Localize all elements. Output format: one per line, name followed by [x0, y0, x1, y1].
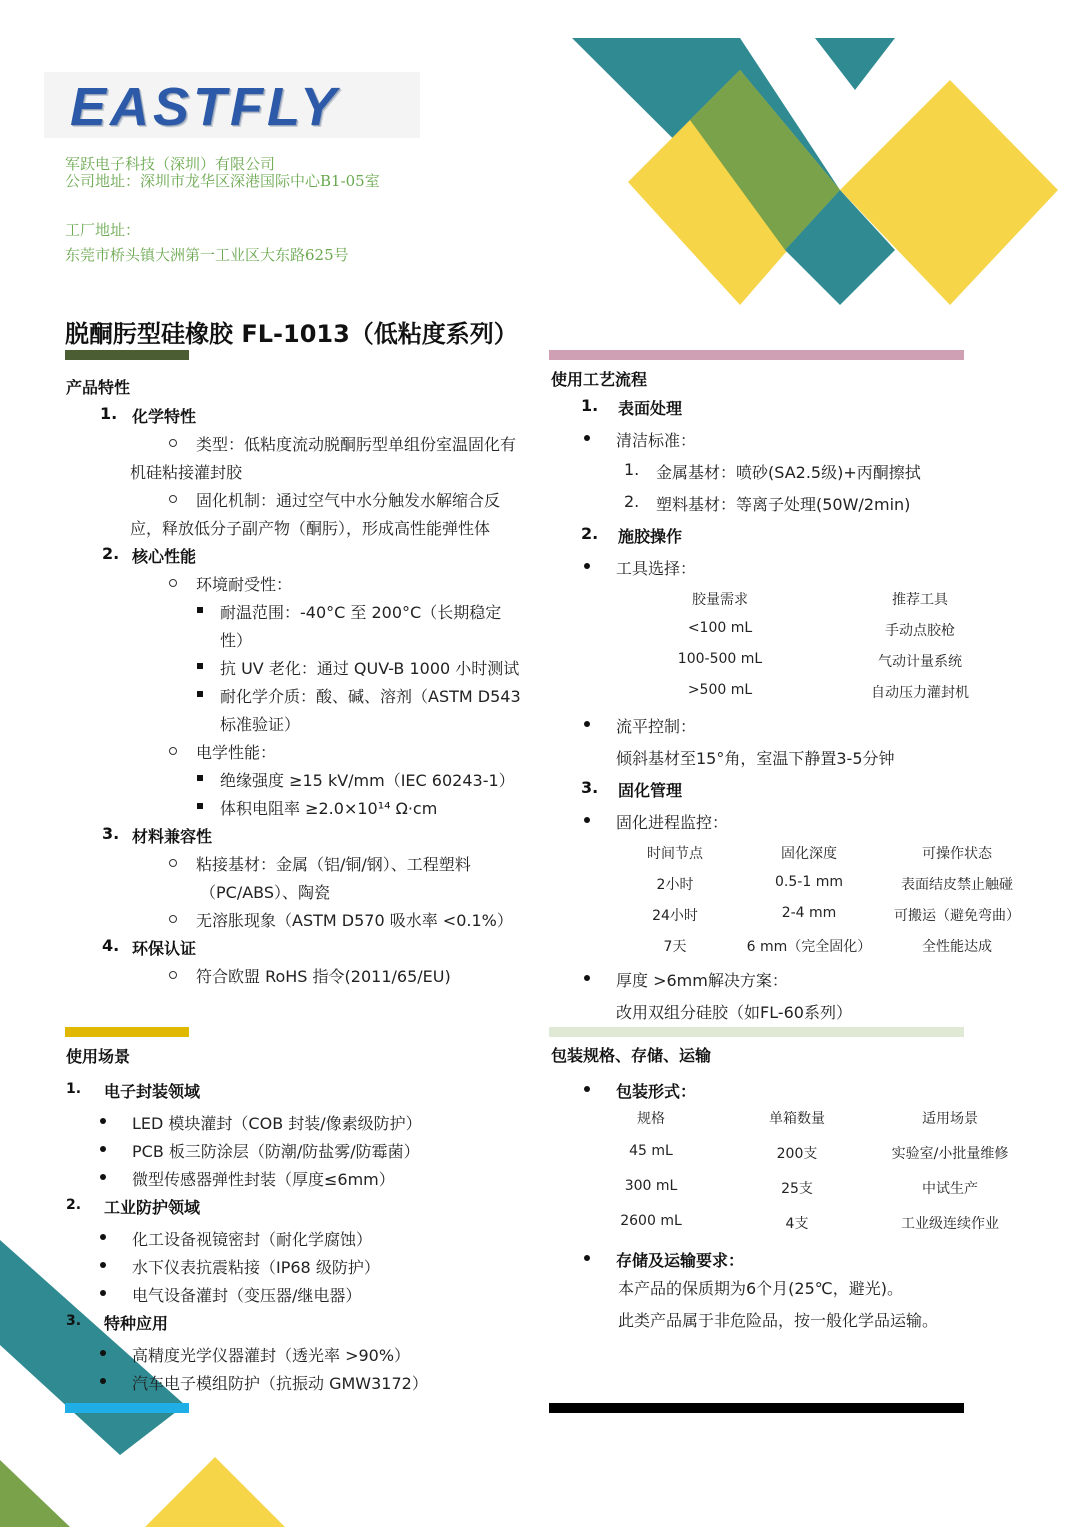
- table-header: 可操作状态: [922, 846, 992, 862]
- factory-address: 东莞市桥头镇大洲第一工业区大东路625号: [65, 246, 349, 264]
- table-header: 适用场景: [922, 1111, 978, 1127]
- temp-range-line2: 性）: [220, 631, 253, 650]
- right-footer-bar: [549, 1403, 964, 1413]
- usage-number: 3.: [66, 1313, 82, 1329]
- section-number: 1.: [100, 404, 118, 423]
- volume-resistivity: 体积电阻率 ≥2.0×10¹⁴ Ω·cm: [220, 799, 438, 818]
- square-bullet: [197, 803, 203, 809]
- table-cell: 表面结皮禁止触碰: [901, 877, 1013, 893]
- usage-heading: 使用场景: [66, 1047, 131, 1066]
- company-name: 军跃电子科技（深圳）有限公司: [65, 155, 276, 173]
- yellow-triangle-bottom: [145, 1457, 285, 1527]
- circle-bullet: [169, 495, 177, 503]
- bullet-dot: [584, 1086, 590, 1092]
- temp-range-line1: 耐温范围：-40°C 至 200°C（长期稳定: [220, 603, 502, 622]
- usage-number: 1.: [66, 1081, 82, 1097]
- table-cell: 200支: [776, 1146, 818, 1162]
- table-cell: 实验室/小批量维修: [891, 1146, 1009, 1162]
- substrate-line1: 粘接基材：金属（铝/铜/钢）、工程塑料: [196, 855, 471, 874]
- process-heading-bar: [549, 350, 964, 360]
- list-item: 微型传感器弹性封装（厚度≤6mm）: [132, 1170, 395, 1189]
- left-footer-bar: [65, 1403, 189, 1413]
- rohs-compliance: 符合欧盟 RoHS 指令(2011/65/EU): [196, 967, 451, 986]
- square-bullet: [197, 663, 203, 669]
- circle-bullet: [169, 971, 177, 979]
- usage-heading-bar: [65, 1027, 189, 1037]
- table-cell: 2小时: [656, 877, 694, 893]
- table-cell: 0.5-1 mm: [775, 874, 843, 890]
- packaging-heading: 包装规格、存储、运输: [551, 1046, 712, 1065]
- section-title-compatibility: 材料兼容性: [132, 827, 213, 846]
- thickness-solution: 厚度 >6mm解决方案：: [616, 971, 788, 990]
- storage-shelf-life: 本产品的保质期为6个月(25℃，避光)。: [618, 1279, 903, 1298]
- table-cell: 可搬运（避免弯曲）: [894, 908, 1020, 924]
- flow-control: 流平控制：: [616, 717, 697, 736]
- table-header: 胶量需求: [692, 592, 748, 608]
- bullet-dot: [100, 1350, 106, 1356]
- chem-type-line2: 机硅粘接灌封胶: [130, 463, 243, 482]
- insulation-strength: 绝缘强度 ≥15 kV/mm（IEC 60243-1）: [220, 771, 515, 790]
- section-title-curing: 固化管理: [618, 781, 683, 800]
- circle-bullet: [169, 439, 177, 447]
- cure-monitoring: 固化进程监控：: [616, 813, 729, 832]
- chem-media-line1: 耐化学介质：酸、碱、溶剂（ASTM D543: [220, 687, 521, 706]
- circle-bullet: [169, 915, 177, 923]
- bullet-dot: [100, 1262, 106, 1268]
- teal-small-triangle: [815, 38, 895, 90]
- section-number: 1.: [581, 396, 599, 415]
- usage-number: 2.: [66, 1197, 82, 1213]
- metal-substrate: 金属基材：喷砂(SA2.5级)+丙酮擦拭: [656, 463, 921, 482]
- list-item: 水下仪表抗震粘接（IP68 级防护）: [132, 1258, 380, 1277]
- table-header: 时间节点: [647, 846, 703, 862]
- usage-title-electronics: 电子封装领域: [104, 1082, 201, 1101]
- table-cell: 25支: [781, 1181, 813, 1197]
- table-cell: 气动计量系统: [878, 654, 962, 670]
- table-cell: 全性能达成: [922, 939, 992, 955]
- bullet-dot: [584, 721, 590, 727]
- section-number: 2.: [581, 524, 599, 543]
- table-cell: 2-4 mm: [781, 905, 837, 921]
- table-cell: 24小时: [652, 908, 698, 924]
- section-title-environmental: 环保认证: [132, 939, 197, 958]
- table-cell: 手动点胶枪: [885, 623, 955, 639]
- bullet-dot: [100, 1146, 106, 1152]
- section-title-application: 施胶操作: [618, 527, 683, 546]
- usage-title-industrial: 工业防护领域: [104, 1198, 201, 1217]
- table-cell: 工业级连续作业: [901, 1216, 999, 1232]
- bullet-dot: [584, 563, 590, 569]
- list-item: 汽车电子模组防护（抗振动 GMW3172）: [132, 1374, 428, 1393]
- features-heading: 产品特性: [66, 378, 131, 397]
- table-header: 单箱数量: [769, 1111, 825, 1127]
- flow-control-detail: 倾斜基材至15°角，室温下静置3-5分钟: [616, 749, 895, 768]
- uv-aging: 抗 UV 老化：通过 QUV-B 1000 小时测试: [220, 659, 520, 678]
- bullet-dot: [584, 435, 590, 441]
- table-header: 推荐工具: [892, 592, 948, 608]
- chem-mech-line2: 应，释放低分子副产物（酮肟），形成高性能弹性体: [130, 519, 491, 538]
- section-number: 3.: [102, 824, 120, 843]
- bullet-dot: [100, 1174, 106, 1180]
- circle-bullet: [169, 859, 177, 867]
- plastic-substrate: 塑料基材：等离子处理(50W/2min): [656, 495, 911, 514]
- usage-title-special: 特种应用: [104, 1314, 169, 1333]
- bullet-dot: [100, 1234, 106, 1240]
- bullet-dot: [100, 1118, 106, 1124]
- process-heading: 使用工艺流程: [551, 370, 648, 389]
- table-cell: 2600 mL: [620, 1213, 682, 1229]
- no-swelling: 无溶胀现象（ASTM D570 吸水率 <0.1%）: [196, 911, 513, 930]
- list-item: PCB 板三防涂层（防潮/防盐雾/防霉菌）: [132, 1142, 420, 1161]
- table-cell: 6 mm（完全固化）: [746, 939, 872, 955]
- env-resistance: 环境耐受性：: [196, 575, 293, 594]
- sub-number: 2.: [624, 492, 640, 511]
- title-underline-bar: [65, 350, 189, 360]
- section-title-chemical: 化学特性: [132, 407, 197, 426]
- page-title: 脱酮肟型硅橡胶 FL-1013（低粘度系列）: [65, 320, 518, 348]
- packaging-heading-bar: [549, 1027, 964, 1037]
- chem-mech-line1: 固化机制：通过空气中水分触发水解缩合反: [196, 491, 501, 510]
- table-cell: <100 mL: [687, 620, 753, 636]
- factory-label: 工厂地址：: [65, 221, 141, 239]
- table-cell: 自动压力灌封机: [871, 685, 969, 701]
- section-number: 4.: [102, 936, 120, 955]
- green-triangle-bottom-left: [0, 1460, 70, 1527]
- table-header: 规格: [637, 1111, 665, 1127]
- square-bullet: [197, 691, 203, 697]
- bullet-dot: [584, 975, 590, 981]
- table-cell: 300 mL: [624, 1178, 678, 1194]
- electrical-performance: 电学性能：: [196, 743, 277, 762]
- thickness-solution-detail: 改用双组分硅胶（如FL-60系列）: [616, 1003, 852, 1022]
- section-title-surface: 表面处理: [618, 399, 683, 418]
- company-logo: EASTFLY: [70, 77, 340, 137]
- tool-selection: 工具选择：: [616, 559, 697, 578]
- substrate-line2: （PC/ABS）、陶瓷: [200, 883, 331, 902]
- sub-number: 1.: [624, 460, 640, 479]
- circle-bullet: [169, 579, 177, 587]
- bullet-dot: [584, 817, 590, 823]
- packaging-form: 包装形式：: [616, 1082, 697, 1101]
- table-cell: 7天: [663, 939, 687, 955]
- list-item: 化工设备视镜密封（耐化学腐蚀）: [132, 1230, 373, 1249]
- bullet-dot: [100, 1290, 106, 1296]
- table-cell: 4支: [785, 1216, 809, 1232]
- chem-type-line1: 类型：低粘度流动脱酮肟型单组份室温固化有: [196, 435, 517, 454]
- table-header: 固化深度: [781, 846, 837, 862]
- clean-standard: 清洁标准：: [616, 431, 697, 450]
- storage-requirements: 存储及运输要求：: [616, 1251, 745, 1270]
- square-bullet: [197, 607, 203, 613]
- table-cell: 45 mL: [629, 1143, 673, 1159]
- section-title-performance: 核心性能: [132, 547, 197, 566]
- section-number: 2.: [102, 544, 120, 563]
- transport-classification: 此类产品属于非危险品，按一般化学品运输。: [618, 1311, 939, 1330]
- list-item: 电气设备灌封（变压器/继电器）: [132, 1286, 362, 1305]
- table-cell: 100-500 mL: [677, 651, 763, 667]
- square-bullet: [197, 775, 203, 781]
- bullet-dot: [100, 1378, 106, 1384]
- bullet-dot: [584, 1255, 590, 1261]
- table-cell: 中试生产: [922, 1181, 978, 1197]
- office-address: 公司地址：深圳市龙华区深港国际中心B1-05室: [65, 172, 380, 190]
- list-item: LED 模块灌封（COB 封装/像素级防护）: [132, 1114, 422, 1133]
- table-cell: >500 mL: [687, 682, 753, 698]
- section-number: 3.: [581, 778, 599, 797]
- list-item: 高精度光学仪器灌封（透光率 >90%）: [132, 1346, 411, 1365]
- chem-media-line2: 标准验证）: [220, 715, 301, 734]
- circle-bullet: [169, 747, 177, 755]
